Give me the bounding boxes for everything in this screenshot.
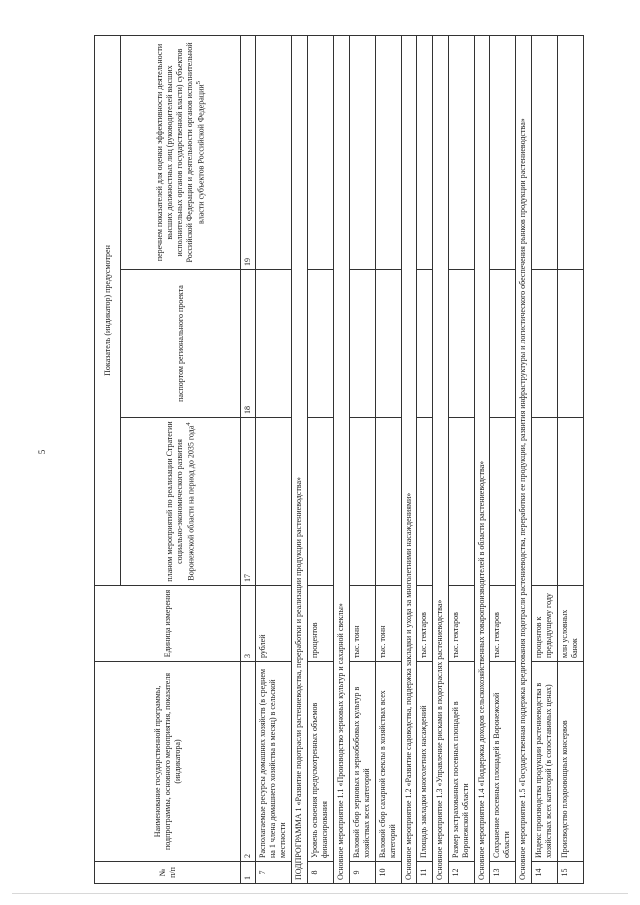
section-title: ПОДПРОГРАММА 1 «Развитие подотрасли растениеводства, переработки и реализации продукции растениеводства» <box>292 36 308 884</box>
section-row <box>474 36 490 884</box>
indicator-row <box>308 36 334 884</box>
indicator-row <box>557 36 583 884</box>
plan-cell <box>557 418 583 586</box>
indicator-name: Валовой сбор зерновых и зернобобовых культур в хозяйствах всех категорий <box>349 662 375 862</box>
section-row <box>401 36 417 884</box>
col-number: 19 <box>241 36 256 270</box>
plan-cell <box>349 418 375 586</box>
passport-cell <box>375 270 401 418</box>
passport-cell <box>417 270 433 418</box>
indicator-unit: процентов к предыдущему году <box>531 586 557 662</box>
indicator-number: 10 <box>375 862 401 884</box>
indicator-number: 14 <box>531 862 557 884</box>
indicator-row <box>490 36 516 884</box>
plan-cell <box>256 418 292 586</box>
header-name: Наименование государственной программы, подпрограммы, основного мероприятия, показателя (индикатора) <box>95 662 241 862</box>
col-number: 17 <box>241 418 256 586</box>
list-cell <box>417 36 433 270</box>
indicator-row <box>349 36 375 884</box>
rotated-table-container <box>94 36 584 884</box>
indicator-number: 7 <box>256 862 292 884</box>
section-title: Основное мероприятие 1.3 «Управление рисками в подотраслях растениеводства» <box>432 36 448 884</box>
plan-cell <box>448 418 474 586</box>
passport-cell <box>490 270 516 418</box>
numbering-row <box>241 36 256 884</box>
header-plan: планом мероприятий по реализации Стратегии социально-экономического развития Воронежской области на период до 2035 года$^4$ <box>121 418 241 586</box>
indicator-number: 13 <box>490 862 516 884</box>
passport-cell <box>256 270 292 418</box>
plan-cell <box>308 418 334 586</box>
passport-cell <box>308 270 334 418</box>
indicator-row <box>448 36 474 884</box>
plan-cell <box>490 418 516 586</box>
indicator-name: Сохранение посевных площадей в Воронежской области <box>490 662 516 862</box>
indicator-name: Размер застрахованных посевных площадей в Воронежской области <box>448 662 474 862</box>
passport-cell <box>448 270 474 418</box>
col-number: 3 <box>241 586 256 662</box>
indicator-number: 8 <box>308 862 334 884</box>
footnote-5: 5 <box>194 81 202 85</box>
passport-cell <box>557 270 583 418</box>
list-cell <box>256 36 292 270</box>
indicator-row <box>417 36 433 884</box>
indicator-name: Индекс производства продукции растениеводства в хозяйствах всех категорий (в сопоставимых ценах) <box>531 662 557 862</box>
indicator-row <box>256 36 292 884</box>
section-title: Основное мероприятие 1.2 «Развитие садоводства, поддержка закладки и ухода за многолетними насаждениями» <box>401 36 417 884</box>
indicator-number: 12 <box>448 862 474 884</box>
indicator-number: 9 <box>349 862 375 884</box>
list-cell <box>308 36 334 270</box>
header-unit: Единица измерения <box>95 586 241 662</box>
col-number: 18 <box>241 270 256 418</box>
section-row <box>292 36 308 884</box>
section-row <box>334 36 350 884</box>
page-bottom-border <box>12 893 628 894</box>
indicator-unit: тыс. тонн <box>375 586 401 662</box>
passport-cell <box>349 270 375 418</box>
indicator-name: Площадь закладки многолетних насаждений <box>417 662 433 862</box>
list-cell <box>490 36 516 270</box>
indicator-name: Валовой сбор сахарной свеклы в хозяйствах всех категорий <box>375 662 401 862</box>
indicator-unit: тыс. гектаров <box>448 586 474 662</box>
section-title: Основное мероприятие 1.4 «Поддержка доходов сельскохозяйственных товаропроизводителей в области растениеводства» <box>474 36 490 884</box>
section-title: Основное мероприятие 1.1 «Производство зерновых культур и сахарной свеклы» <box>334 36 350 884</box>
indicator-name: Производство плодоовощных консервов <box>557 662 583 862</box>
indicator-unit: рублей <box>256 586 292 662</box>
plan-cell <box>531 418 557 586</box>
passport-cell <box>531 270 557 418</box>
indicator-name: Уровень освоения предусмотренных объемов финансирования <box>308 662 334 862</box>
header-passport: паспортом регионального проекта <box>121 270 241 418</box>
indicator-unit: процентов <box>308 586 334 662</box>
header-num: № п/п <box>95 862 241 884</box>
indicator-unit: тыс. тонн <box>349 586 375 662</box>
list-cell <box>531 36 557 270</box>
page-number: 5 <box>37 449 47 455</box>
indicator-unit: тыс. гектаров <box>490 586 516 662</box>
indicator-name: Располагаемые ресурсы домашних хозяйств (в среднем на 1 члена домашнего хозяйства в месяц) в сельской местности <box>256 662 292 862</box>
section-row <box>516 36 532 884</box>
col-number: 2 <box>241 662 256 862</box>
indicator-unit: тыс. гектаров <box>417 586 433 662</box>
indicator-row <box>375 36 401 884</box>
indicator-number: 11 <box>417 862 433 884</box>
list-cell <box>375 36 401 270</box>
plan-cell <box>375 418 401 586</box>
footnote-4: 4 <box>184 422 192 426</box>
plan-cell <box>417 418 433 586</box>
list-cell <box>557 36 583 270</box>
indicator-number: 15 <box>557 862 583 884</box>
header-group: Показатель (индикатор) предусмотрен <box>95 36 121 586</box>
indicator-row <box>531 36 557 884</box>
indicators-table <box>94 35 584 884</box>
list-cell <box>349 36 375 270</box>
header-list: перечнем показателей для оценки эффективности деятельности высших должностных лиц (руководителей высших исполнительных органов государственной власти) субъектов Российской Федерации и деятельности органов исполнительной власти субъектов Российской Федерации$^5$ <box>121 36 241 270</box>
section-row <box>432 36 448 884</box>
section-title: Основное мероприятие 1.5 «Государственная поддержка кредитования подотрасли растениеводства, переработки ее продукции, развития инфраструктуры и логистического обеспечения рынков продукции растениеводства» <box>516 36 532 884</box>
indicator-unit: млн условных банок <box>557 586 583 662</box>
col-number: 1 <box>241 862 256 884</box>
list-cell <box>448 36 474 270</box>
